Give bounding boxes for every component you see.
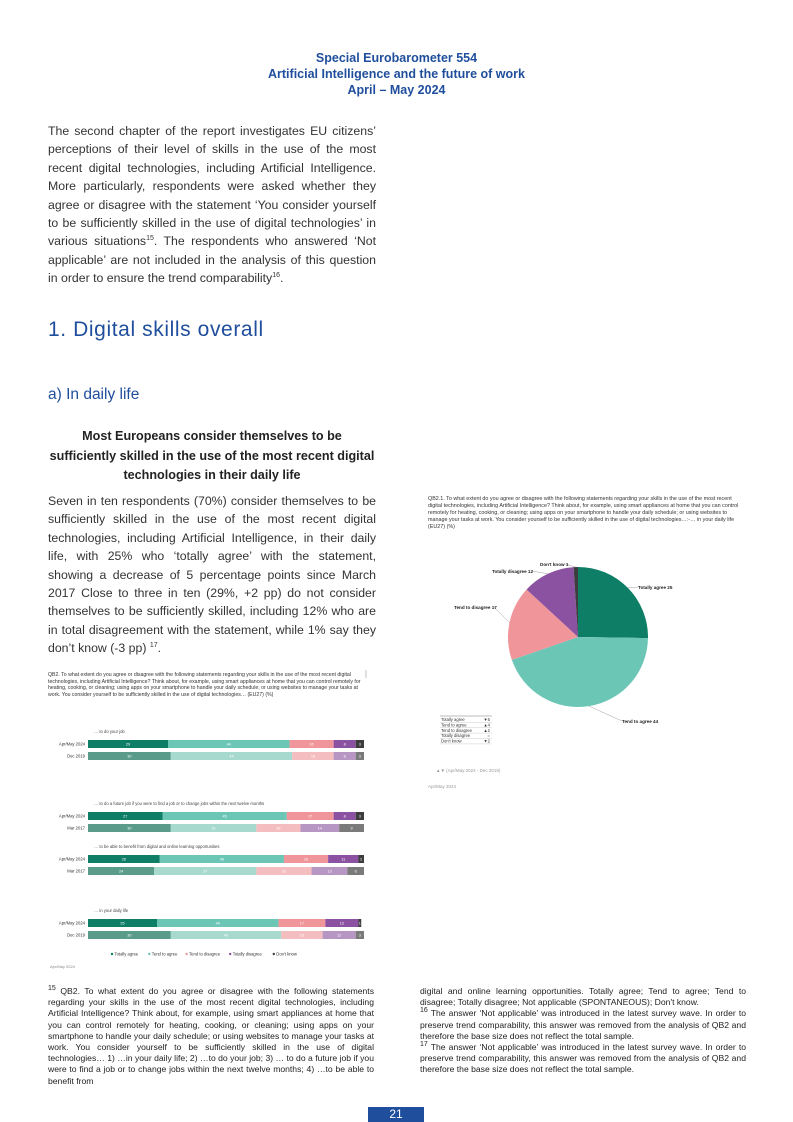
bar-value-label: 3 bbox=[358, 814, 361, 819]
bar-value-label: 1 bbox=[358, 921, 361, 926]
bar-chart-panel bbox=[44, 668, 370, 974]
bar-value-label: 20 bbox=[281, 869, 287, 874]
intro-text-c: . bbox=[280, 271, 284, 286]
footnotes-right bbox=[420, 986, 746, 1076]
trend-row-label: Totally agree bbox=[441, 717, 465, 722]
bar-value-label: 11 bbox=[341, 857, 346, 862]
stacked-bar-chart bbox=[44, 668, 370, 974]
page-number: 21 bbox=[368, 1107, 424, 1122]
trend-row-label: Don't know bbox=[441, 738, 462, 744]
footnote-16-number: 16 bbox=[420, 1007, 428, 1015]
legend-label: Don't know bbox=[276, 951, 297, 957]
bar-groups bbox=[59, 729, 364, 939]
footnote-15 bbox=[48, 986, 374, 1087]
legend-swatch bbox=[111, 953, 113, 955]
pie-slice bbox=[578, 567, 648, 638]
bar-value-label: 30 bbox=[127, 754, 132, 759]
legend-label: Totally disagree bbox=[232, 951, 262, 957]
trend-table bbox=[440, 716, 492, 744]
bar-value-label: 44 bbox=[226, 742, 231, 747]
bar-row-label: Dec 2019 bbox=[67, 932, 85, 938]
bar-value-label: 13 bbox=[327, 869, 332, 874]
section-title: 1. Digital skills overall bbox=[48, 318, 264, 341]
bar-value-label: 3 bbox=[358, 933, 361, 938]
bar-row-label: Mar 2017 bbox=[67, 825, 85, 831]
body-paragraph bbox=[48, 492, 376, 658]
bar-value-label: 27 bbox=[123, 814, 128, 819]
pie-chart bbox=[424, 494, 746, 799]
bar-row-label: Dec 2019 bbox=[67, 753, 85, 759]
bar-value-label: 8 bbox=[343, 754, 346, 759]
trend-row-change: ▼2 bbox=[483, 738, 490, 744]
pie-leader-line bbox=[628, 587, 638, 588]
body-text-end: . bbox=[157, 641, 162, 656]
bar-legend bbox=[111, 952, 298, 957]
bar-value-label: 16 bbox=[276, 826, 281, 831]
bar-group-title: … in your daily life bbox=[94, 908, 129, 913]
bar-value-label: 45 bbox=[219, 857, 224, 862]
bar-value-label: 24 bbox=[119, 869, 124, 874]
trend-row-label: Tend to disagree bbox=[441, 727, 472, 733]
bar-value-label: 8 bbox=[343, 742, 346, 747]
trend-row-change: ▼5 bbox=[483, 717, 490, 722]
bar-value-label: 40 bbox=[223, 933, 229, 938]
pie-slice-label: Tend to disagree 17 bbox=[454, 605, 497, 610]
bar-value-label: 6 bbox=[354, 869, 357, 874]
bar-value-label: 8 bbox=[343, 814, 346, 819]
running-header bbox=[0, 50, 793, 98]
bar-group-title: … to be able to benefit from digital and online learning opportunities bbox=[94, 844, 220, 849]
intro-paragraph bbox=[48, 122, 376, 288]
legend-swatch bbox=[185, 953, 187, 955]
bar-value-label: 45 bbox=[222, 814, 227, 819]
bar-question-wrap bbox=[48, 672, 364, 716]
trend-row-change: ▲2 bbox=[483, 727, 490, 733]
bar-value-label: 17 bbox=[308, 814, 313, 819]
bar-source: Apr/May 2024 bbox=[50, 964, 75, 969]
bar-value-label: 37 bbox=[203, 869, 208, 874]
trend-row-change: = bbox=[487, 733, 490, 739]
header-line-1: Special Eurobarometer 554 bbox=[315, 51, 478, 65]
bar-group-title: … to do a future job if you were to find a job or to change jobs within the next twelve months bbox=[94, 801, 265, 806]
bar-chart-question: QB2. To what extent do you agree or disagree with the following statements regarding your skills in the use of the most recent digital technologies, including Artificial Intelligence? Think about, for example, using smart appliances at home that you can control remotely for heating, cooking, or cleaning; using apps on your smartphone to handle your daily schedule; or using websites to manage your tasks at work. You consider yourself to be sufficiently skilled in the use of digital technologies… (EU27) (%) bbox=[48, 672, 361, 698]
bar-value-label: 16 bbox=[309, 742, 314, 747]
legend-swatch bbox=[229, 953, 231, 955]
bar-row-label: Mar 2017 bbox=[67, 868, 85, 874]
bar-value-label: 15 bbox=[310, 754, 316, 759]
pie-slice-label: Totally agree 25 bbox=[638, 585, 673, 590]
trend-row-change: ▲4 bbox=[483, 722, 490, 728]
bar-value-label: 14 bbox=[317, 826, 322, 831]
bar-row-label: Apr/May 2024 bbox=[58, 856, 85, 862]
bar-row-label: Apr/May 2024 bbox=[58, 741, 85, 747]
footnote-16 bbox=[420, 1008, 746, 1042]
bar-value-label: 3 bbox=[358, 742, 361, 747]
bar-value-label: 30 bbox=[127, 933, 132, 938]
bar-value-label: 16 bbox=[303, 857, 309, 862]
key-finding-title: Most Europeans consider themselves to be sufficiently skilled in the use of the most recent digital technologies in their daily life bbox=[49, 429, 375, 482]
header-line-2: Artificial Intelligence and the future of work bbox=[268, 67, 525, 81]
footnote-17 bbox=[420, 1042, 746, 1076]
trend-note: ▲▼ (Apr/May 2024 - Dec 2019) bbox=[436, 768, 501, 773]
trend-row-label: Tend to agree bbox=[441, 722, 467, 728]
bar-value-label: 9 bbox=[350, 826, 353, 831]
footnote-ref-15[interactable]: 15 bbox=[146, 235, 154, 243]
footnotes-left bbox=[48, 986, 374, 1087]
pie-source: Apr/May 2024 bbox=[428, 784, 457, 789]
footnote-16-text: The answer ‘Not applicable’ was introduced in the latest survey wave. In order to preserve trend comparability, this answer was removed from the analysis of QB2 and therefore the base size does not reflect the total sample. bbox=[420, 1008, 746, 1041]
intro-text-a: The second chapter of the report investigates EU citizens’ perceptions of their level of skills in the use of the most recent digital technologies, including Artificial Intelligence. More particularly, respondents were asked whether they agree or disagree with the statement ‘You consider yourself to be sufficiently skilled in the use of digital technologies’ in various situations bbox=[48, 124, 376, 249]
bar-value-label: 2 bbox=[360, 857, 363, 862]
bar-value-label: 25 bbox=[120, 921, 125, 926]
pie-slice-label: Tend to agree 44 bbox=[622, 719, 659, 724]
bar-value-label: 44 bbox=[229, 754, 234, 759]
pie-leader-line bbox=[532, 571, 548, 574]
bar-value-label: 3 bbox=[358, 754, 361, 759]
bar-row-label: Apr/May 2024 bbox=[58, 920, 85, 926]
bar-group-title: … to do your job bbox=[94, 729, 125, 734]
pie-leader-line bbox=[589, 706, 622, 721]
pie-chart-question: QB2.1. To what extent do you agree or disagree with the following statements regarding your skills in the use of the most recent digital technologies, including Artificial Intelligence? Think about, for example, using smart appliances at home that you can control remotely for heating, cooking, or cleaning; using apps on your smartphone to handle your daily schedule; or using websites to manage your tasks at work. You consider yourself to be sufficiently skilled in the use of digital technologies…:-… in your daily life (EU27) (%) bbox=[428, 496, 739, 530]
intro-text-b: . The respondents who answered ‘Not applicable’ are not included in the analysis of this question in order to ensure the trend comparability bbox=[48, 234, 376, 286]
bar-value-label: 12 bbox=[337, 933, 342, 938]
bar-value-label: 30 bbox=[127, 826, 132, 831]
footnote-17-text: The answer ‘Not applicable’ was introduced in the latest survey wave. In order to preserve trend comparability, this answer was removed from the analysis of QB2 and therefore the base size does not reflect the total sample. bbox=[420, 1042, 746, 1075]
bar-value-label: 17 bbox=[299, 921, 305, 926]
legend-label: Totally agree bbox=[114, 951, 139, 957]
footnote-15-text: QB2. To what extent do you agree or disagree with the following statements regarding your skills in the use of the most recent digital technologies, including Artificial Intelligence? Think about, for example, using smart appliances at home that you can control remotely for heating, cooking, or cleaning; using apps on your smartphone to handle your daily schedule; or using websites to manage your tasks at work. You consider yourself to be sufficiently skilled in the use of digital technologies… 1) …in your daily life; 2) …to do your job; 3) … to do a future job if you were to find a job or to change jobs within the next twelve months; 4) …to be able to benefit from bbox=[48, 986, 374, 1086]
footnote-ref-17[interactable]: 17 bbox=[149, 642, 158, 650]
footnote-17-number: 17 bbox=[420, 1041, 428, 1049]
header-line-3: April – May 2024 bbox=[347, 83, 446, 97]
bar-value-label: 12 bbox=[339, 921, 345, 926]
footnote-15-continued: digital and online learning opportunities. Totally agree; Tend to agree; Tend to disagree; Totally disagree; Not applicable (SPONTANEOUS); Don't know. bbox=[420, 986, 746, 1008]
bar-row-label: Apr/May 2024 bbox=[58, 813, 85, 819]
legend-swatch bbox=[148, 953, 150, 955]
bar-value-label: 29 bbox=[125, 742, 131, 747]
pie-slice-label: Don't know 1 bbox=[540, 562, 569, 567]
pie-chart-panel bbox=[424, 494, 746, 799]
legend-label: Tend to agree bbox=[151, 951, 178, 957]
pie-question-wrap bbox=[428, 496, 744, 552]
legend-label: Tend to disagree bbox=[189, 951, 221, 957]
bar-value-label: 26 bbox=[121, 857, 126, 862]
trend-row-label: Totally disagree bbox=[441, 733, 471, 739]
body-text: Seven in ten respondents (70%) consider themselves to be sufficiently skilled in the use of the most recent digital technologies, including Artificial Intelligence, in their daily life, with 25% who ‘totally agree’ with the statement, showing a decrease of 5 percentage points since March 2017 Close to three in ten (29%, +2 pp) do not consider themselves to be sufficiently skilled, including 12% who are in total disagreement with the statement, while 1% say they don’t know (-3 pp) bbox=[48, 494, 376, 656]
subsection-title: a) In daily life bbox=[48, 386, 140, 403]
footnote-ref-16[interactable]: 16 bbox=[272, 272, 280, 280]
legend-swatch bbox=[273, 953, 275, 955]
bar-value-label: 31 bbox=[211, 826, 216, 831]
pie-slice-label: Totally disagree 12 bbox=[492, 569, 534, 574]
footnote-15-number: 15 bbox=[48, 985, 56, 993]
pie-slices bbox=[508, 567, 648, 707]
bar-value-label: 44 bbox=[215, 921, 220, 926]
bar-value-label: 15 bbox=[299, 933, 305, 938]
